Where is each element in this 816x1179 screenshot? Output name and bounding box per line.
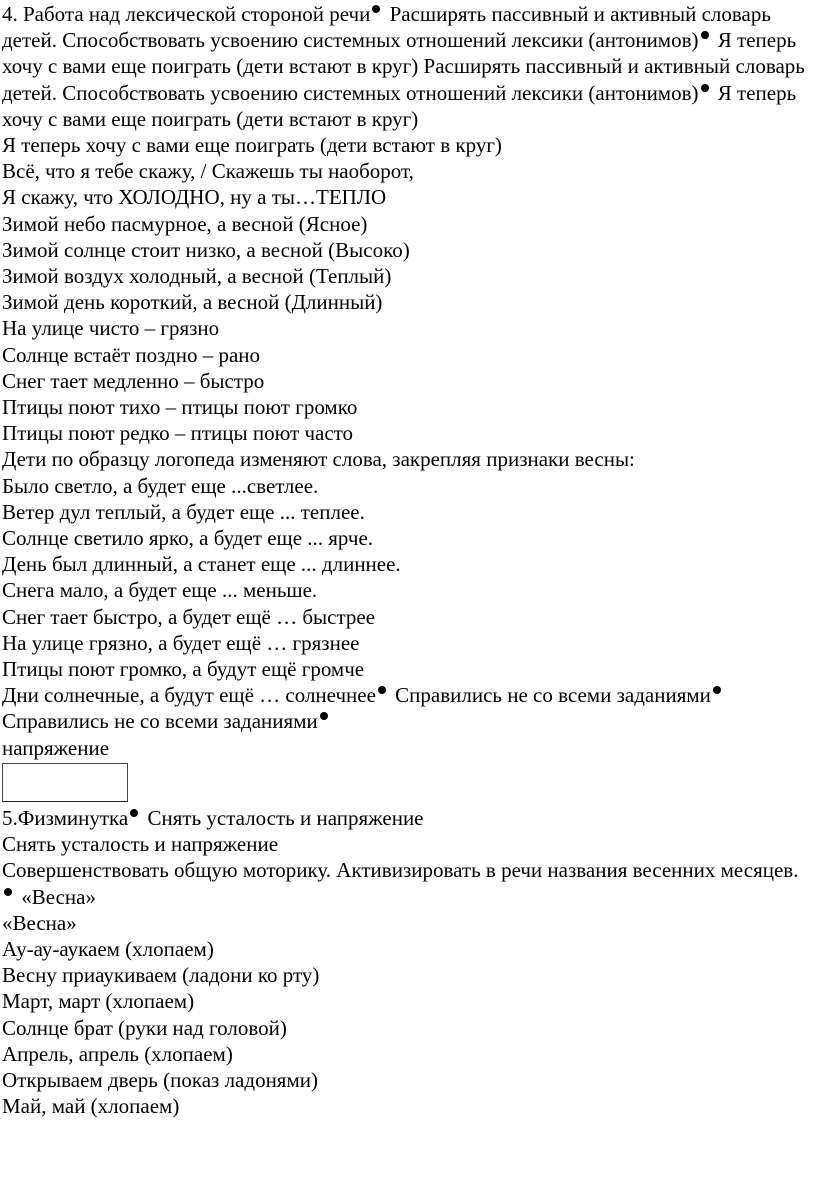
text-line: Я скажу, что ХОЛОДНО, ну а ты…ТЕПЛО [2,185,387,210]
text-line: Птицы поют тихо – птицы поют громко [2,395,358,420]
text-line: Снега мало, а будет еще ... меньше. [2,578,318,603]
bullet-icon [701,31,709,39]
poem-line: Ау-ау-аукаем (хлопаем) [2,936,214,961]
text-run: Расширять пассивный и активный словарь детей. Способствовать усвоению системных отношений лексики (антонимов) [2,2,771,53]
text-line: Зимой небо пасмурное, а весной (Ясное) [2,211,368,236]
document-body [2,1,812,1119]
bullet-icon [320,712,328,720]
bullet-icon [4,888,12,896]
text-line: Дети по образцу логопеда изменяют слова, закрепляя признаки весны: [2,447,635,472]
text-run: Я теперь хочу с вами еще поиграть (дети встают в круг) [2,80,797,131]
section-4-heading: 4. Работа над лексической стороной речи [2,2,371,26]
text-line: Птицы поют громко, а будут ещё громче [2,657,365,682]
text-line: На улице чисто – грязно [2,316,220,341]
text-run: Совершенствовать общую моторику. Активизировать в речи названия весенних месяцев. [2,858,799,883]
text-line: Птицы поют редко – птицы поют часто [2,421,354,446]
text-line: Я теперь хочу с вами еще поиграть (дети встают в круг) [2,133,502,158]
poem-line: Открываем дверь (показ ладонями) [2,1067,318,1092]
text-line: Снег тает медленно – быстро [2,368,265,393]
poem-line: Март, март (хлопаем) [2,989,195,1014]
empty-box [2,763,128,802]
bullet-icon [701,84,709,92]
poem-line: Солнце брат (руки над головой) [2,1015,287,1040]
text-run: Справились не со всеми заданиями [389,683,711,708]
paragraph-physical-minute [2,805,812,831]
text-line: напряжение [2,735,110,760]
text-line: Зимой солнце стоит низко, а весной (Высоко) [2,237,410,262]
poem-line: Апрель, апрель (хлопаем) [2,1041,233,1066]
text-line: На улице грязно, а будет ещё … грязнее [2,630,360,655]
text-run: Я теперь хочу с вами еще поиграть (дети встают в круг) Расширять пассивный и активный словарь детей. Способствовать усвоению системных отношений лексики (антонимов) [2,28,805,105]
section-5-heading: 5.Физминутка [2,805,129,830]
paragraph-sunny-days [2,682,812,708]
text-run: Справились не со всеми заданиями [2,709,318,734]
text-line: Солнце светило ярко, а будет еще ... ярче. [2,526,374,551]
paragraph-not-all-tasks [2,708,812,734]
text-line: Солнце встаёт поздно – рано [2,342,261,367]
text-line: Ветер дул теплый, а будет еще ... теплее. [2,499,365,524]
text-line: Было светло, а будет еще ...светлее. [2,473,319,498]
text-line: Всё, что я тебе скажу, / Скажешь ты наоборот, [2,159,414,184]
text-run: «Весна» [16,884,96,909]
text-line: Зимой день короткий, а весной (Длинный) [2,290,383,315]
bullet-icon [130,809,138,817]
paragraph-motor-skills [2,857,812,909]
text-run: Дни солнечные, а будут ещё … солнечнее [2,683,376,708]
poem-line: Май, май (хлопаем) [2,1094,180,1119]
bullet-icon [372,5,380,13]
poem-line: Весну приаукиваем (ладони ко рту) [2,963,320,988]
paragraph-lexical-work [2,1,812,132]
bullet-icon [713,686,721,694]
text-line: День был длинный, а станет еще ... длиннее. [2,552,401,577]
poem-title: «Весна» [2,910,77,935]
text-line: Снег тает быстро, а будет ещё … быстрее [2,604,376,629]
bullet-icon [378,686,386,694]
text-run: Снять усталость и напряжение [142,805,424,830]
text-line: Снять усталость и напряжение [2,832,279,857]
text-line: Зимой воздух холодный, а весной (Теплый) [2,264,392,289]
